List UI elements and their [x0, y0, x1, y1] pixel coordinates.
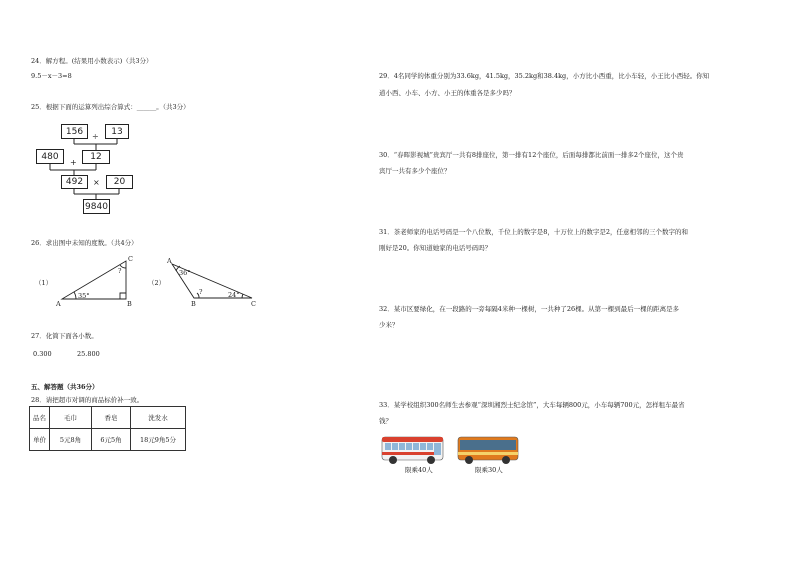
op-times: ×	[93, 178, 100, 187]
fig2-label: （2）	[148, 279, 166, 287]
op-plus: +	[70, 158, 77, 167]
box-13: 13	[105, 124, 129, 139]
fig1-vertex-A: A	[56, 300, 61, 308]
fig2-unknown-B: ?	[199, 288, 203, 296]
fig2-vertex-A: A	[167, 257, 172, 265]
price-table	[29, 406, 186, 451]
box-480: 480	[36, 149, 64, 164]
table-cell: 5元8角	[50, 429, 92, 451]
box-12: 12	[82, 150, 110, 164]
table-cell: 18元9角5分	[131, 429, 186, 451]
table-cell: 品名	[30, 407, 50, 429]
fig1-vertex-B: B	[127, 300, 132, 308]
q30-line2: 宾厅一共有多少个座位？	[379, 167, 451, 175]
box-156: 156	[61, 124, 88, 139]
fig1-label: （1）	[35, 279, 53, 287]
bus-small-illustration	[457, 434, 519, 466]
q28-title: 28．请把超市对调的商品标价补一致。	[31, 396, 144, 404]
q27-value-2: 25.800	[77, 350, 100, 358]
q31-line1: 31．茶老师家的电话号码是一个八位数，千位上的数字是8，十万位上的数字是2，任意相邻的三个数字的和	[379, 228, 689, 236]
q27-value-1: 0.300	[33, 350, 52, 358]
table-cell: 洗发水	[131, 407, 186, 429]
box-492: 492	[61, 175, 88, 189]
q25-title: 25．根据下面的运算列出综合算式：______。（共3分）	[31, 103, 190, 111]
op-divide: ÷	[92, 132, 99, 141]
q29-line1: 29．4名同学的体重分别为33.6kg，41.5kg，35.2kg和38.4kg，小方比小西重，比小车轻，小王比小西轻。你知	[379, 72, 710, 80]
fig1-angle-A: 35°	[78, 292, 90, 300]
q26-title: 26．求出图中未知的度数。（共4分）	[31, 239, 138, 247]
fig2-vertex-B: B	[191, 300, 196, 308]
q33-line1: 33．某学校组织300名师生去参观“深圳湘烈士纪念馆”，大车每辆800元，小车每辆700元，怎样租车最省	[379, 401, 685, 409]
fig2-angle-A: 36°	[179, 269, 191, 277]
fig2-vertex-C: C	[251, 300, 256, 308]
q29-line2: 道小西、小车、小方、小王的体重各是多少吗？	[379, 89, 516, 97]
fig2-angle-C: 24°	[228, 291, 240, 299]
q33-line2: 钱？	[379, 417, 392, 425]
section-5-heading: 五、解答题（共36分）	[31, 383, 99, 391]
table-cell: 香皂	[92, 407, 131, 429]
q27-title: 27．化简下面各小数。	[31, 332, 98, 340]
table-row	[30, 407, 186, 429]
q32-line1: 32．某市区要绿化，在一段路的一旁每隔4米种一棵树，一共种了26棵。从第一棵到最后一棵的距离是多	[379, 305, 680, 313]
fig1-vertex-C: C	[128, 255, 133, 263]
bus-large-illustration	[381, 434, 444, 466]
q24-title: 24．解方程。(结果用小数表示)（共3分）	[31, 57, 153, 65]
q30-line1: 30．“春晖影视城”贵宾厅一共有8排座位，第一排有12个座位，后面每排都比前面一排多2个座位，这个贵	[379, 151, 684, 159]
box-9840: 9840	[83, 199, 110, 214]
fig1-unknown-C: ?	[118, 267, 122, 275]
box-20: 20	[106, 175, 133, 189]
bus1-caption: 限乘40人	[405, 466, 433, 474]
table-cell: 毛巾	[50, 407, 92, 429]
table-cell: 6元5角	[92, 429, 131, 451]
q32-line2: 少米？	[379, 321, 399, 329]
table-cell: 单价	[30, 429, 50, 451]
q24-equation: 9.5－x－3=8	[31, 72, 72, 80]
q31-line2: 刚好是20。你知道她家的电话号码吗？	[379, 244, 492, 252]
table-row	[30, 429, 186, 451]
bus2-caption: 限乘30人	[475, 466, 503, 474]
